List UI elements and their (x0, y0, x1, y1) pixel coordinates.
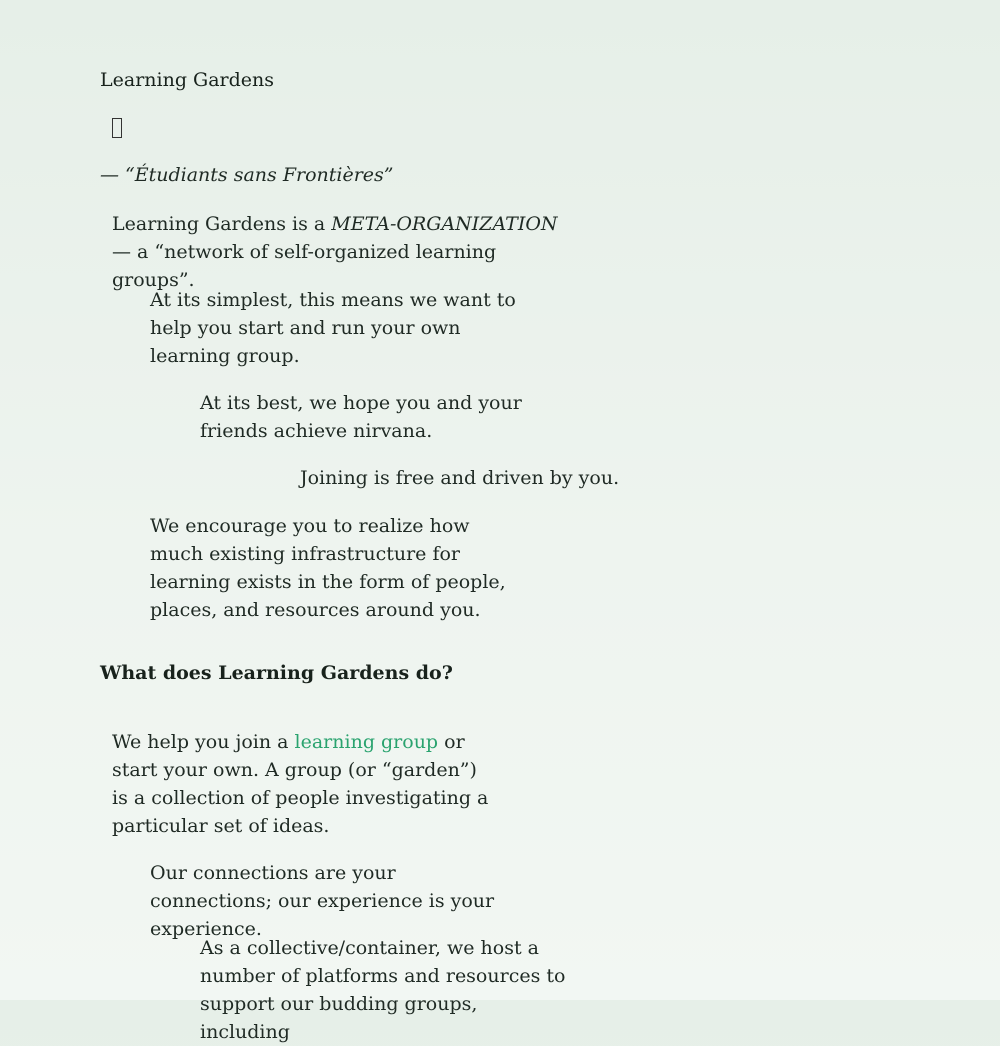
collective-paragraph: As a collective/container, we host a number of platforms and resources to support our budding groups, including (200, 937, 566, 1043)
best-paragraph: At its best, we hope you and your friends achieve nirvana. (200, 392, 522, 442)
missing-glyph-icon (112, 118, 122, 138)
connections-paragraph: Our connections are your connections; our experience is your experience. (150, 862, 495, 940)
simplest-paragraph: At its simplest, this means we want to help you start and run your own learning group. (150, 289, 516, 367)
intro-text-after: — a “network of self-organized learning groups”. (112, 241, 497, 291)
learning-group-link[interactable]: learning group (294, 731, 439, 753)
motto: — “Étudiants sans Frontières” (100, 164, 394, 186)
joining-paragraph: Joining is free and driven by you. (300, 467, 620, 489)
intro-emphasis: META-ORGANIZATION (331, 213, 558, 235)
intro-text-before: Learning Gardens is a (112, 213, 332, 235)
intro-paragraph (112, 210, 572, 294)
help-text-after: or start your own. A group (or “garden”) is a collection of people investigating a particular set of ideas. (112, 731, 489, 837)
site-title[interactable]: Learning Gardens (100, 69, 275, 91)
encourage-paragraph: We encourage you to realize how much existing infrastructure for learning exists in the form of people, places, and resources around you. (150, 515, 506, 621)
help-text-before: We help you join a (112, 731, 295, 753)
section-heading: What does Learning Gardens do? (100, 662, 453, 684)
help-paragraph (112, 728, 497, 840)
